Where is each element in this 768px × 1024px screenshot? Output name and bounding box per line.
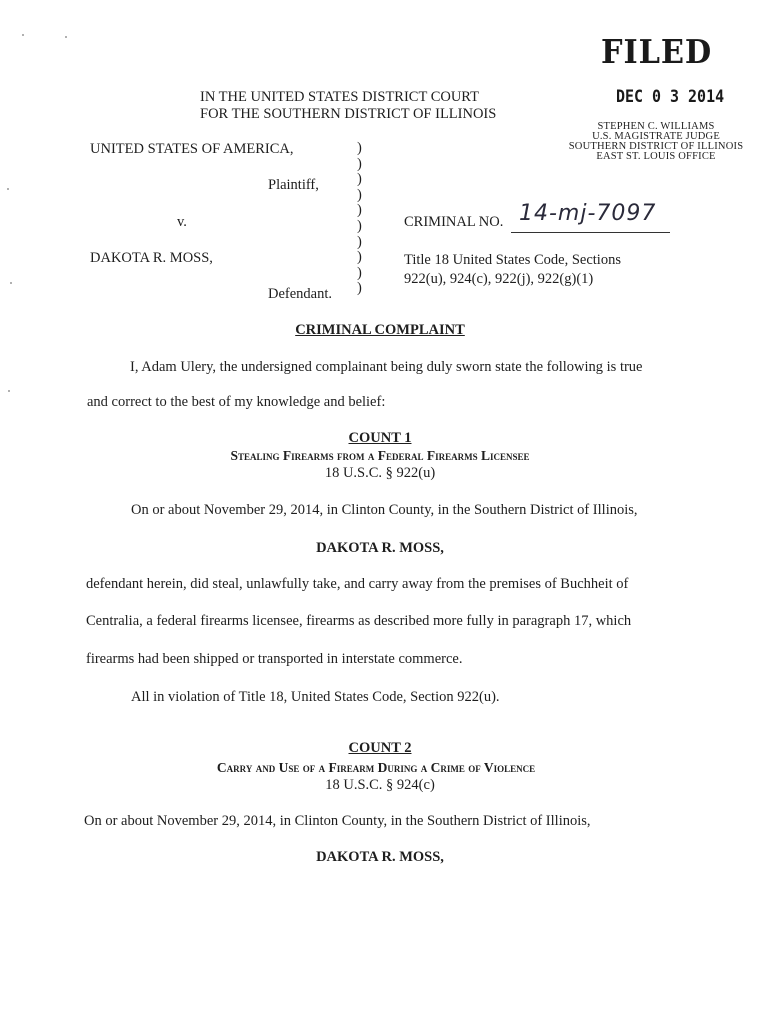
paren: )	[357, 280, 362, 297]
paren: )	[357, 186, 362, 203]
count1-defendant: DAKOTA R. MOSS,	[316, 540, 444, 556]
paren: )	[357, 233, 362, 250]
count2-statute: 18 U.S.C. § 924(c)	[325, 777, 435, 793]
count2-date-line: On or about November 29, 2014, in Clinton County, in the Southern District of Illinois,	[84, 813, 591, 829]
judge-office: EAST ST. LOUIS OFFICE	[596, 151, 716, 162]
scan-speck	[65, 36, 67, 38]
filed-date: DEC 0 3 2014	[616, 87, 725, 107]
plaintiff-name: UNITED STATES OF AMERICA,	[90, 141, 294, 157]
judge-stamp	[556, 122, 756, 162]
filed-stamp: FILED	[601, 32, 713, 71]
scan-speck	[8, 390, 10, 392]
criminal-no-line	[511, 201, 670, 233]
count2-subheading: Carry and Use of a Firearm During a Crime of Violence	[216, 760, 536, 775]
judge-title: U.S. MAGISTRATE JUDGE	[592, 131, 720, 142]
caption-parentheses	[357, 141, 362, 297]
document-title: CRIMINAL COMPLAINT	[295, 322, 465, 338]
paren: )	[357, 249, 362, 266]
defendant-name: DAKOTA R. MOSS,	[90, 250, 213, 266]
intro-line-1: I, Adam Ulery, the undersigned complainant being duly sworn state the following is true	[130, 359, 643, 375]
scan-speck	[7, 188, 9, 190]
criminal-no-label: CRIMINAL NO.	[404, 214, 504, 230]
court-heading	[200, 89, 497, 123]
paren: )	[357, 171, 362, 188]
plaintiff-role: Plaintiff,	[268, 177, 319, 193]
court-line-2: FOR THE SOUTHERN DISTRICT OF ILLINOIS	[200, 106, 497, 122]
defendant-role: Defendant.	[268, 286, 333, 302]
paren: )	[357, 217, 362, 234]
paren: )	[357, 155, 362, 172]
count1-statute: 18 U.S.C. § 922(u)	[324, 465, 436, 481]
paren: )	[357, 140, 362, 156]
count1-body-1: defendant herein, did steal, unlawfully take, and carry away from the premises of Buchheit of	[86, 576, 629, 592]
count1-subheading: Stealing Firearms from a Federal Firearms Licensee	[230, 448, 530, 463]
count1-heading: COUNT 1	[348, 430, 412, 446]
judge-name: STEPHEN C. WILLIAMS	[597, 121, 715, 132]
paren: )	[357, 202, 362, 219]
count1-body-3: firearms had been shipped or transported in interstate commerce.	[86, 651, 463, 667]
count1-violation: All in violation of Title 18, United States Code, Section 922(u).	[131, 689, 500, 705]
statute-line-1: Title 18 United States Code, Sections	[404, 252, 621, 268]
statute-line-2: 922(u), 924(c), 922(j), 922(g)(1)	[404, 271, 594, 287]
count2-heading: COUNT 2	[348, 740, 412, 756]
count1-date-line: On or about November 29, 2014, in Clinton County, in the Southern District of Illinois,	[131, 502, 638, 518]
scan-speck	[10, 282, 12, 284]
count1-body-2: Centralia, a federal firearms licensee, firearms as described more fully in paragraph 17, which	[86, 613, 632, 629]
judge-district: SOUTHERN DISTRICT OF ILLINOIS	[568, 141, 744, 152]
court-line-1: IN THE UNITED STATES DISTRICT COURT	[200, 89, 479, 105]
count2-defendant: DAKOTA R. MOSS,	[316, 849, 444, 865]
paren: )	[357, 264, 362, 281]
scan-speck	[22, 34, 24, 36]
criminal-no-value: 14-mj-7097	[519, 201, 657, 226]
versus: v.	[177, 214, 187, 230]
intro-line-2: and correct to the best of my knowledge and belief:	[87, 394, 386, 410]
